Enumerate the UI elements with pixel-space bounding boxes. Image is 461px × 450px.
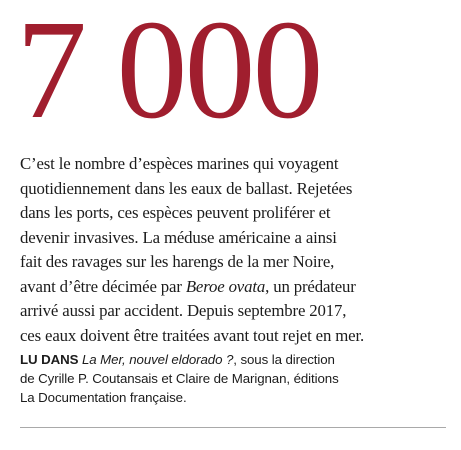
body-text-fragment: , un prédateur bbox=[265, 276, 356, 296]
body-line: C’est le nombre d’espèces marines qui voyagent bbox=[20, 154, 339, 173]
credit-text-fragment: , sous la direction bbox=[233, 352, 335, 367]
bottom-divider bbox=[20, 427, 446, 428]
body-text-fragment: avant d’être décimée par bbox=[20, 276, 186, 296]
book-title: La Mer, nouvel eldorado ? bbox=[82, 352, 234, 367]
body-line: devenir invasives. La méduse américaine a ainsi bbox=[20, 227, 337, 247]
credit-line: La Documentation française. bbox=[20, 390, 187, 405]
headline-number: 7 000 bbox=[16, 0, 321, 148]
body-line: quotidiennement dans les eaux de ballast. Rejetées bbox=[20, 178, 353, 198]
source-credit bbox=[20, 350, 460, 407]
body-line: arrivé aussi par accident. Depuis septembre 2017, bbox=[20, 301, 347, 320]
article-body bbox=[20, 152, 460, 348]
species-name: Beroe ovata bbox=[185, 276, 266, 296]
body-line: ces eaux doivent être traitées avant tout rejet en mer. bbox=[20, 325, 365, 345]
body-line: dans les ports, ces espèces peuvent proliférer et bbox=[20, 203, 331, 222]
credit-lead: LU DANS bbox=[20, 352, 82, 367]
credit-line bbox=[20, 350, 460, 369]
body-line bbox=[20, 275, 460, 300]
credit-line: de Cyrille P. Coutansais et Claire de Marignan, éditions bbox=[20, 371, 339, 386]
body-line: fait des ravages sur les harengs de la mer Noire, bbox=[20, 252, 335, 271]
